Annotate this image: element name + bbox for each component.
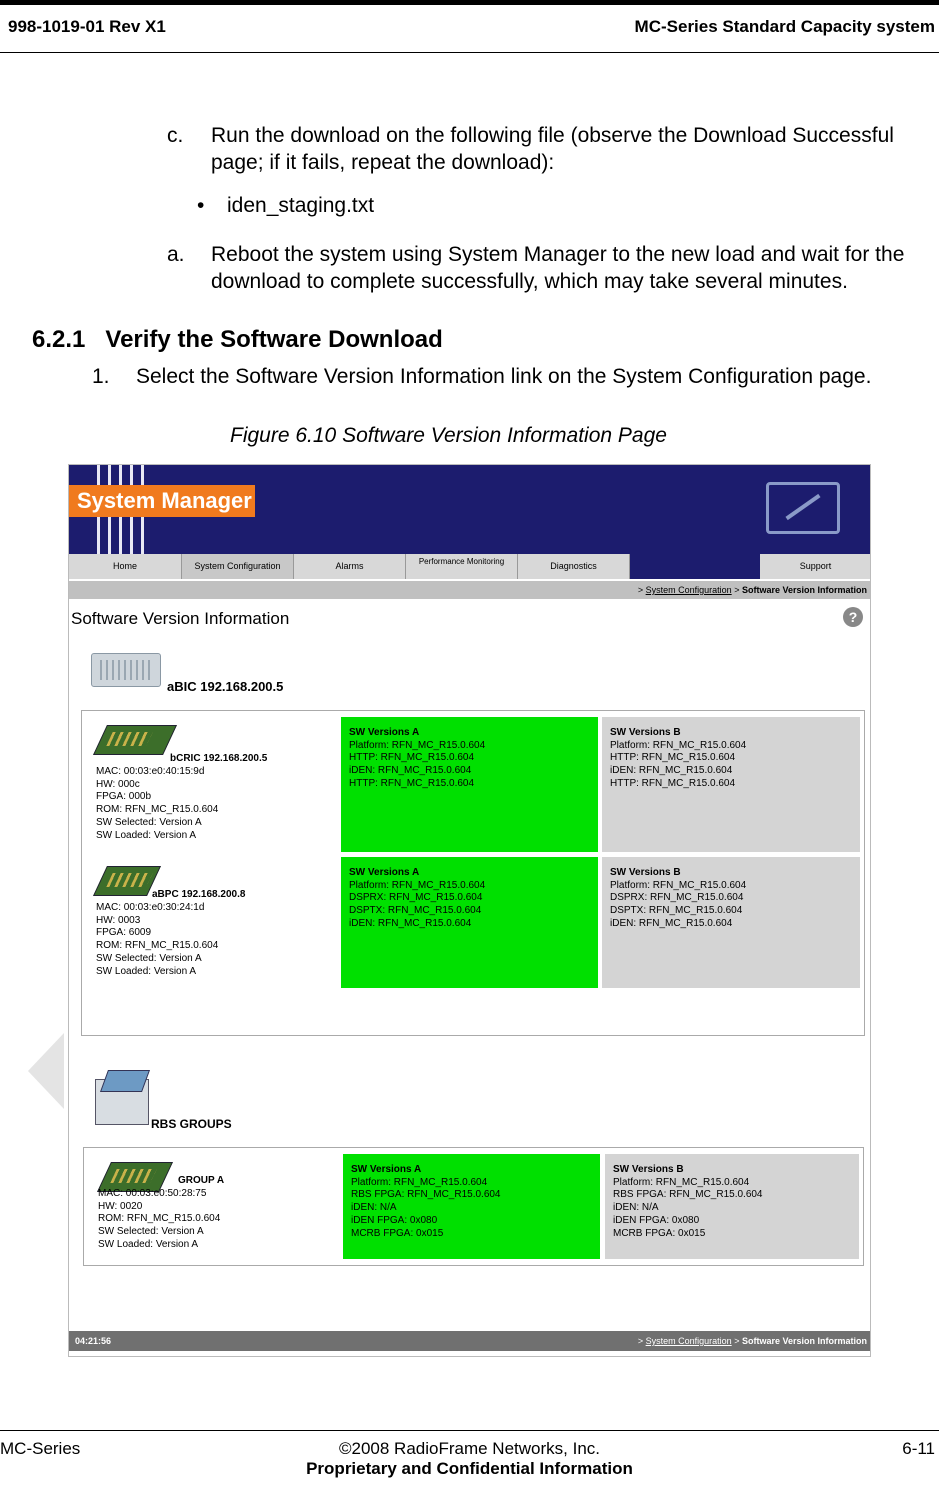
abpc-board-icon	[93, 866, 161, 896]
page-title: Software Version Information	[71, 609, 290, 628]
breadcrumb-current: Software Version Information	[741, 585, 867, 595]
step-label: c.	[167, 124, 184, 147]
info-line: FPGA: 000b	[96, 791, 152, 803]
tab-support[interactable]: Support	[760, 554, 871, 579]
section-number: 6.2.1	[32, 326, 86, 353]
abic-rack-icon	[91, 653, 161, 687]
version-line: iDEN: RFN_MC_R15.0.604	[610, 765, 733, 777]
breadcrumb-sep: >	[637, 585, 644, 595]
sw-versions-a	[341, 717, 598, 852]
footer-rule	[0, 1430, 939, 1431]
info-line: MAC: 00:03:e0:40:15:9d	[96, 766, 205, 777]
footer-breadcrumb	[638, 1331, 867, 1351]
header-bar	[0, 0, 939, 5]
step-text: Run the download on the following file (observe the Download Successful page; if it fails, repeat the download):	[211, 124, 894, 174]
version-line: Platform: RFN_MC_R15.0.604	[349, 879, 486, 891]
device-name: bCRIC 192.168.200.5	[170, 753, 268, 764]
info-line: SW Selected: Version A	[96, 816, 202, 828]
tab-performance-monitoring[interactable]: Performance Monitoring	[406, 554, 518, 579]
version-line: HTTP: RFN_MC_R15.0.604	[349, 752, 475, 764]
tab-alarms[interactable]: Alarms	[294, 554, 406, 579]
versions-title: SW Versions A	[349, 727, 420, 738]
section-heading	[32, 326, 443, 354]
bullet-symbol: •	[197, 194, 205, 217]
device-info	[96, 766, 218, 842]
version-line: RBS FPGA: RFN_MC_R15.0.604	[613, 1189, 763, 1201]
info-line: HW: 0020	[98, 1200, 143, 1212]
info-line: SW Selected: Version A	[96, 952, 202, 964]
info-line: SW Loaded: Version A	[96, 829, 197, 841]
versions-title: SW Versions B	[613, 1164, 684, 1175]
info-line: ROM: RFN_MC_R15.0.604	[96, 940, 219, 952]
version-line: DSPTX: RFN_MC_R15.0.604	[349, 905, 482, 917]
page-header	[0, 0, 939, 54]
section-title: Verify the Software Download	[105, 326, 443, 353]
version-line: iDEN FPGA: 0x080	[613, 1214, 700, 1226]
version-line: DSPRX: RFN_MC_R15.0.604	[610, 892, 744, 904]
breadcrumb	[69, 581, 871, 599]
versions-title: SW Versions B	[610, 867, 681, 878]
device-info	[96, 902, 218, 978]
rbs-cabinet-icon	[95, 1079, 149, 1125]
breadcrumb-sep: >	[734, 1336, 740, 1346]
version-line: iDEN: RFN_MC_R15.0.604	[610, 917, 733, 929]
rbs-groups-title: RBS GROUPS	[151, 1117, 232, 1131]
step-label: a.	[167, 243, 185, 266]
tab-diagnostics[interactable]: Diagnostics	[518, 554, 630, 579]
info-line: SW Loaded: Version A	[96, 965, 197, 977]
step-text: Select the Software Version Information link on the System Configuration page.	[136, 365, 872, 388]
step-text: Reboot the system using System Manager to the new load and wait for the download to complete successfully, which may take several minutes.	[211, 243, 905, 293]
version-line: HTTP: RFN_MC_R15.0.604	[610, 752, 736, 764]
breadcrumb-sep: >	[637, 1336, 644, 1346]
version-line: Platform: RFN_MC_R15.0.604	[349, 739, 486, 751]
info-line: HW: 0003	[96, 914, 141, 926]
footer-confidential: Proprietary and Confidential Information	[306, 1459, 633, 1478]
sw-versions-a	[341, 857, 598, 988]
info-line: SW Selected: Version A	[98, 1226, 204, 1238]
doc-number: 998-1019-01 Rev X1	[8, 17, 166, 36]
footer-left: MC-Series	[0, 1439, 81, 1458]
info-line: MAC: 00:03:e0:50:28:75	[98, 1188, 207, 1199]
breadcrumb-link[interactable]: System Configuration	[645, 1336, 732, 1346]
abic-label: aBIC 192.168.200.5	[167, 679, 284, 694]
header-rule	[0, 52, 939, 53]
breadcrumb-current: Software Version Information	[741, 1336, 867, 1346]
bullet-text: iden_staging.txt	[227, 194, 375, 217]
version-line: HTTP: RFN_MC_R15.0.604	[349, 777, 475, 789]
footer-time: 04:21:56	[75, 1336, 112, 1346]
status-footer	[69, 1331, 871, 1351]
sw-versions-a	[343, 1154, 600, 1259]
version-line: iDEN: RFN_MC_R15.0.604	[349, 765, 472, 777]
device-group	[81, 710, 865, 1036]
tab-system-configuration[interactable]: System Configuration	[182, 554, 294, 579]
info-line: SW Loaded: Version A	[98, 1238, 199, 1250]
footer-copyright: ©2008 RadioFrame Networks, Inc.	[338, 1439, 601, 1458]
version-line: Platform: RFN_MC_R15.0.604	[610, 739, 747, 751]
versions-title: SW Versions A	[351, 1164, 422, 1175]
brand-icon	[766, 482, 840, 534]
version-line: DSPRX: RFN_MC_R15.0.604	[349, 892, 483, 904]
rbs-group	[83, 1147, 864, 1266]
info-line: ROM: RFN_MC_R15.0.604	[98, 1213, 221, 1225]
info-line: FPGA: 6009	[96, 927, 152, 939]
page-number: 6-11	[902, 1439, 935, 1458]
sw-versions-b	[605, 1154, 859, 1259]
info-line: ROM: RFN_MC_R15.0.604	[96, 804, 219, 816]
sw-versions-b	[602, 717, 860, 852]
info-line: HW: 000c	[96, 778, 140, 790]
system-manager-logo: System Manager	[69, 485, 255, 517]
breadcrumb-sep: >	[734, 585, 740, 595]
page-footer	[0, 1430, 939, 1506]
version-line: iDEN FPGA: 0x080	[351, 1214, 438, 1226]
versions-title: SW Versions B	[610, 727, 681, 738]
version-line: iDEN: N/A	[351, 1202, 397, 1214]
version-line: HTTP: RFN_MC_R15.0.604	[610, 777, 736, 789]
software-version-screenshot	[68, 464, 871, 1357]
figure-caption: Figure 6.10 Software Version Information Page	[230, 424, 667, 447]
page-marker-icon	[28, 1033, 64, 1109]
version-line: MCRB FPGA: 0x015	[351, 1227, 444, 1239]
breadcrumb-link[interactable]: System Configuration	[645, 585, 732, 595]
versions-title: SW Versions A	[349, 867, 420, 878]
group-info	[98, 1188, 220, 1252]
sw-versions-b	[602, 857, 860, 988]
bcric-board-icon	[93, 725, 177, 755]
bullet-item	[197, 194, 375, 218]
version-line: iDEN: N/A	[613, 1202, 659, 1214]
version-line: MCRB FPGA: 0x015	[613, 1227, 706, 1239]
version-line: Platform: RFN_MC_R15.0.604	[613, 1176, 750, 1188]
nav-tabs	[69, 554, 871, 579]
tab-home[interactable]: Home	[69, 554, 182, 579]
version-line: RBS FPGA: RFN_MC_R15.0.604	[351, 1189, 501, 1201]
version-line: DSPTX: RFN_MC_R15.0.604	[610, 905, 743, 917]
help-icon[interactable]: ?	[843, 607, 863, 627]
version-line: iDEN: RFN_MC_R15.0.604	[349, 917, 472, 929]
step-label: 1.	[92, 365, 110, 388]
version-line: Platform: RFN_MC_R15.0.604	[351, 1176, 488, 1188]
device-name: aBPC 192.168.200.8	[152, 889, 246, 900]
info-line: MAC: 00:03:e0:30:24:1d	[96, 902, 205, 913]
version-line: Platform: RFN_MC_R15.0.604	[610, 879, 747, 891]
app-banner	[69, 465, 871, 554]
doc-title: MC-Series Standard Capacity system	[634, 17, 935, 36]
group-name: GROUP A	[178, 1175, 225, 1186]
